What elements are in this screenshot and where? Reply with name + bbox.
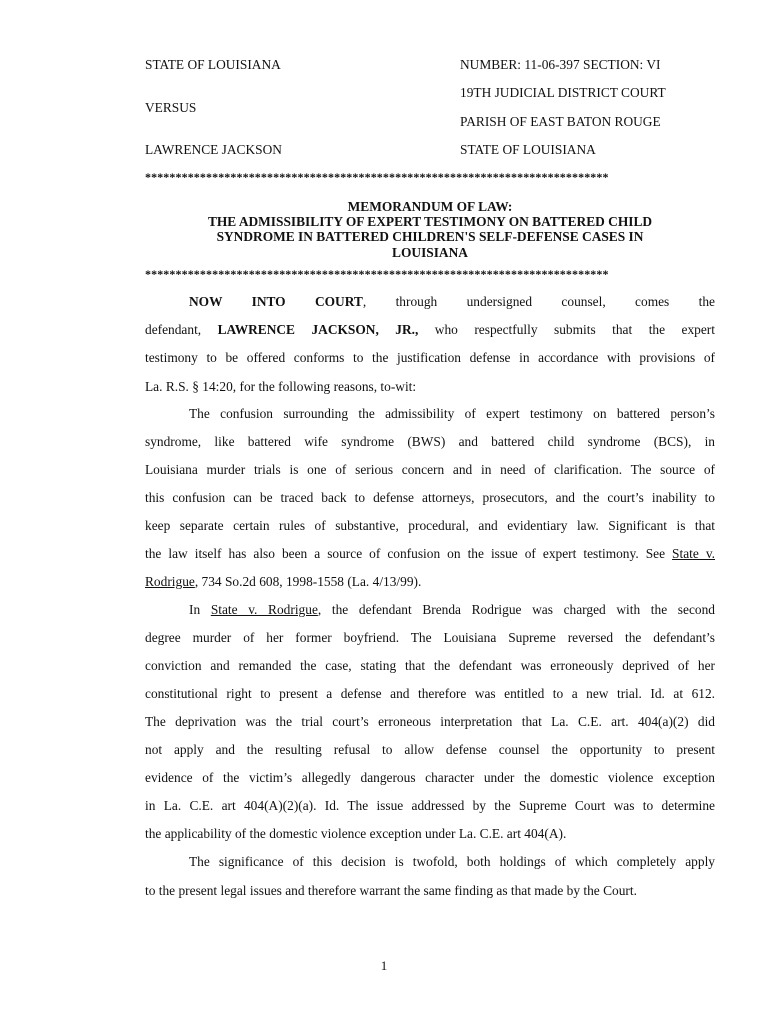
memo-title-line: MEMORANDUM OF LAW: — [347, 199, 513, 214]
paragraph-line — [145, 294, 715, 322]
caption-parish: PARISH OF EAST BATON ROUGE — [460, 114, 661, 129]
text-span: , the defendant Brenda Rodrigue was charged with the second — [317, 602, 715, 617]
paragraph-line — [145, 546, 715, 574]
caption-case-number: NUMBER: 11-06-397 SECTION: VI — [460, 57, 661, 72]
paragraph-line: the applicability of the domestic violence exception under La. C.E. art 404(A). — [145, 826, 567, 841]
caption-defendant: LAWRENCE JACKSON — [145, 142, 282, 157]
paragraph-line: La. R.S. § 14:20, for the following reasons, to-wit: — [145, 379, 417, 394]
text-span: , 734 So.2d 608, 1998-1558 (La. 4/13/99). — [194, 574, 422, 589]
paragraph-line — [145, 574, 715, 602]
caption-state-right: STATE OF LOUISIANA — [460, 142, 596, 157]
text-span: defendant, — [145, 322, 218, 337]
caption-versus: VERSUS — [145, 100, 197, 115]
paragraph-line: not apply and the resulting refusal to allow defense counsel the opportunity to present — [145, 742, 715, 757]
text-span: who respectfully submits that the expert — [418, 322, 715, 337]
paragraph-line: The significance of this decision is twofold, both holdings of which completely apply — [189, 854, 715, 869]
paragraph-line: Louisiana murder trials is one of serious concern and in need of clarification. The source of — [145, 462, 715, 477]
paragraph-line: conviction and remanded the case, stating that the defendant was erroneously deprived of her — [145, 658, 715, 673]
paragraph-line — [145, 322, 715, 350]
paragraph-line: testimony to be offered conforms to the justification defense in accordance with provisions of — [145, 350, 715, 365]
paragraph-line: The deprivation was the trial court’s erroneous interpretation that La. C.E. art. 404(a)(2) did — [145, 714, 715, 729]
paragraph-line: in La. C.E. art 404(A)(2)(a). Id. The issue addressed by the Supreme Court was to determine — [145, 798, 715, 813]
text-span: the law itself has also been a source of confusion on the issue of expert testimony. See — [145, 546, 673, 561]
caption-court: 19TH JUDICIAL DISTRICT COURT — [460, 85, 666, 100]
paragraph-line — [145, 602, 715, 630]
page-number: 1 — [380, 958, 388, 973]
case-citation-link: Rodrigue — [145, 574, 195, 589]
paragraph-line: to the present legal issues and therefore warrant the same finding as that made by the Court. — [145, 883, 637, 898]
paragraph-line: evidence of the victim’s allegedly dangerous character under the domestic violence exception — [145, 770, 715, 785]
separator-top: **************************************************************************** — [145, 170, 609, 184]
now-into-court: NOW INTO COURT — [189, 294, 363, 309]
memo-title-line: THE ADMISSIBILITY OF EXPERT TESTIMONY ON BATTERED CHILD — [207, 214, 653, 230]
paragraph-line: The confusion surrounding the admissibility of expert testimony on battered person’s — [189, 406, 715, 421]
memo-title-line: SYNDROME IN BATTERED CHILDREN'S SELF-DEFENSE CASES IN — [216, 229, 644, 245]
paragraph-line: keep separate certain rules of substantive, procedural, and evidentiary law. Significant is that — [145, 518, 715, 533]
memo-title-line: LOUISIANA — [392, 244, 468, 260]
text-span: , through undersigned counsel, comes the — [362, 294, 715, 309]
text-span: In — [189, 602, 211, 617]
paragraph-line: degree murder of her former boyfriend. The Louisiana Supreme reversed the defendant’s — [145, 630, 715, 645]
paragraph-line: syndrome, like battered wife syndrome (BWS) and battered child syndrome (BCS), in — [145, 434, 715, 449]
case-citation-link: State v. — [672, 546, 716, 561]
case-citation-link: State v. Rodrigue — [210, 602, 318, 617]
caption-state: STATE OF LOUISIANA — [145, 57, 281, 72]
defendant-name: LAWRENCE JACKSON, JR., — [217, 322, 419, 337]
paragraph-line: this confusion can be traced back to defense attorneys, prosecutors, and the court’s inability to — [145, 490, 715, 505]
paragraph-line: constitutional right to present a defense and therefore was entitled to a new trial. Id. at 612. — [145, 686, 715, 701]
separator-bottom: **************************************************************************** — [145, 267, 609, 281]
memo-title — [145, 199, 715, 260]
